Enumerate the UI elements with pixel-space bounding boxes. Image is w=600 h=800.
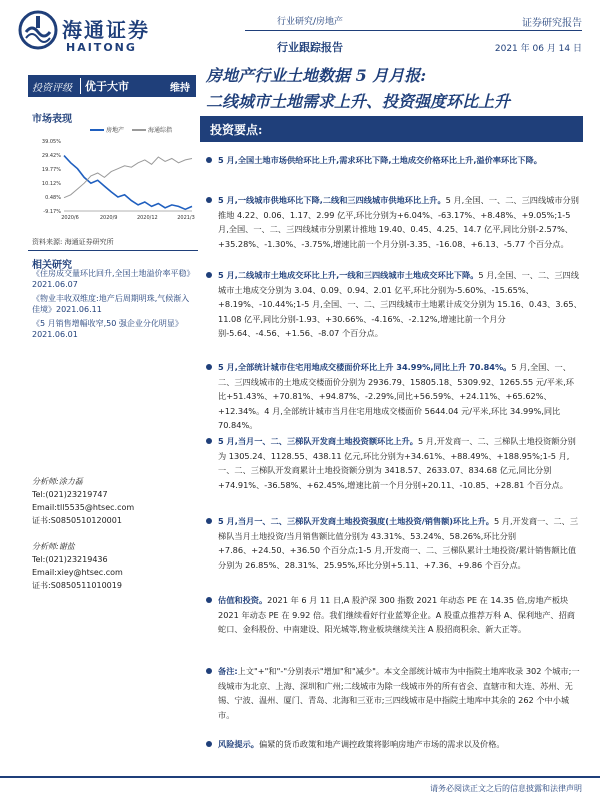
bullet-item: 5 月,二线城市土地成交环比上升,一线和三四线城市土地成交环比下降。5 月,全国、一、二、三四线城市土地成交分别为 3.04、0.09、0.94、2.01 亿平,环比分别为-5.60%、-15.65%、+8.19%、-10.44%;1-5 月,全国、一、二、三四线城市土地累计成交分别为 15.16、0.43、3.65、11.08 亿平,同比分别-1.93、+30.66%、-4.16%、-2.12%,增速比前一个月分别-5.64、-4.56、+1.56、-8.07 个百分点。: [204, 268, 582, 341]
chart-source: 资料来源: 海通证券研究所: [32, 238, 114, 246]
analyst-email[interactable]: Email:tll5535@htsec.com: [32, 503, 135, 512]
haitong-emblem-icon: [18, 10, 58, 50]
x-tick-label: 2021/3: [177, 215, 195, 221]
related-item[interactable]: 《5 月销售增幅收窄,50 强企业分化明显》2021.06.01: [32, 319, 183, 339]
bullet-dot-icon: [206, 157, 212, 163]
bullet-dot-icon: [206, 518, 212, 524]
report-category: 行业研究/房地产: [276, 17, 344, 27]
footer-divider: [0, 776, 600, 778]
related-item[interactable]: 《物业丰收双维度:地产后周期明珠,气候渐入佳境》2021.06.11: [32, 294, 190, 314]
analyst-name: 分析师:谢盐: [32, 542, 75, 551]
x-tick-label: 2020/12: [136, 215, 158, 221]
y-tick-label: 29.42%: [41, 153, 61, 159]
bullet-dot-icon: [206, 438, 212, 444]
investment-rating-bar: [28, 75, 196, 97]
x-tick-label: 2020/6: [61, 215, 79, 221]
analyst-email[interactable]: Email:xiey@htsec.com: [32, 568, 123, 577]
haitong-logo: [18, 10, 168, 56]
related-research-list: [32, 268, 197, 343]
doc-type: 证券研究报告: [522, 18, 582, 29]
y-tick-label: 39.05%: [41, 139, 61, 145]
analyst-name: 分析师:涂力磊: [32, 477, 83, 486]
report-date: 2021 年 06 月 14 日: [494, 44, 582, 54]
market-performance-chart: [28, 125, 198, 227]
bullet-dot-icon: [206, 197, 212, 203]
left-divider: [28, 250, 198, 251]
logo-english-text: HAITONG: [66, 41, 137, 54]
report-type: 行业跟踪报告: [277, 41, 343, 54]
bullet-item: 备注:上文"+"和"-"分别表示"增加"和"减少"。本文全部统计城市为中指院土地库收录 302 个城市;一线城市为北京、上海、深圳和广州;二线城市为除一线城市外的所有省会、直辖市和大连、苏州、无锡、宁波、温州、厦门、青岛、北海和三亚市;三四线城市是中指院土地库中其余的 262 个中小城市。: [204, 664, 582, 722]
bullet-dot-icon: [206, 668, 212, 674]
y-tick-label: 19.77%: [41, 167, 61, 173]
legend-item-index: 海通综指: [132, 125, 172, 134]
rating-action: 维持: [170, 82, 190, 94]
bullet-dot-icon: [206, 597, 212, 603]
series-line: [64, 156, 192, 210]
bullet-item: 估值和投资。2021 年 6 月 11 日,A 股沪深 300 指数 2021 年动态 PE 在 14.35 倍,房地产板块 2021 年动态 PE 在 9.92 倍。我们继续看好行业蓝筹企业。A 股重点推荐万科 A、保利地产、招商蛇口、金科股份、中南建设、阳光城等,物业板块继续关注 A 股招商积余、新大正等。: [204, 593, 582, 637]
analyst-card: [32, 475, 197, 527]
bullet-dot-icon: [206, 741, 212, 747]
analyst-tel: Tel:(021)23219436: [32, 555, 108, 564]
analyst-cert: 证书:S0850510120001: [32, 516, 122, 525]
x-tick-label: 2020/9: [99, 215, 118, 221]
analyst-card: [32, 540, 197, 592]
y-tick-label: 0.48%: [45, 195, 61, 201]
analyst-cert: 证书:S0850511010019: [32, 581, 122, 590]
y-tick-label: -9.17%: [43, 209, 61, 215]
legend-item-realestate: 房地产: [90, 125, 124, 134]
report-title: [206, 63, 586, 115]
bullet-dot-icon: [206, 272, 212, 278]
bullet-item: 5 月,当月一、二、三梯队开发商土地投资额环比上升。5 月,开发商一、二、三梯队土地投资额分别为 1305.24、1128.55、438.11 亿元,环比分别为+34.61%、+88.49%、+188.95%;1-5 月,一、二、三梯队开发商累计土地投资额分别为 3418.57、2633.07、834.68 亿元,同比分别+74.91%、-36.58%、+62.45%,增速比前一个月分别+20.11、-10.85、+28.81 个百分点。: [204, 434, 582, 492]
market-performance-heading: 市场表现: [32, 114, 72, 125]
disclaimer-footer: 请务必阅读正文之后的信息披露和法律声明: [430, 784, 582, 793]
related-research-heading: 相关研究: [32, 260, 72, 271]
rating-label: 投资评级: [32, 82, 72, 94]
title-line-2: 二线城市土地需求上升、投资强度环比上升: [206, 92, 511, 111]
related-item[interactable]: 《住房成交量环比回升,全国土地溢价率平稳》2021.06.07: [32, 269, 195, 289]
key-points-heading: 投资要点:: [200, 116, 583, 142]
bullet-dot-icon: [206, 364, 212, 370]
report-header: [0, 0, 600, 64]
y-tick-label: 10.12%: [41, 181, 61, 187]
analyst-tel: Tel:(021)23219747: [32, 490, 108, 499]
logo-chinese-text: 海通证券: [62, 18, 150, 42]
bullet-item: 5 月,全部统计城市住宅用地成交楼面价环比上升 34.99%,同比上升 70.84%。5 月,全国、一、二、三四线城市的土地成交楼面价分别为 2936.79、15805.18、5309.92、1265.55 元/平米,环比+51.43%、+70.81%、+94.87%、-2.29%,同比+56.59%、+24.11%、+65.62%、+12.34%。4 月,全部统计城市当月住宅用地成交楼面价 5644.04 元/平米,环比 34.99%,同比 70.84%。: [204, 360, 582, 433]
rating-value: 优于大市: [80, 78, 142, 94]
bullet-item: 5 月,当月一、二、三梯队开发商土地投资强度(土地投资/销售额)环比上升。5 月,开发商一、二、三梯队当月土地投资/当月销售额比值分别为 43.31%、53.24%、58.26%,环比分别+7.86、+24.50、+36.50 个百分点;1-5 月,开发商一、二、三梯队累计土地投资/累计销售额比值分别为 26.85%、28.31%、25.95%,环比分别+5.11、+7.36、+9.86 个百分点。: [204, 514, 582, 572]
bullet-item: 5 月,一线城市供地环比下降,二线和三四线城市供地环比上升。5 月,全国、一、二、三四线城市分别推地 4.22、0.06、1.17、2.99 亿平,环比分别为+6.04%、-63.17%、+8.48%、+9.05%;1-5 月,全国、一、二、三四线城市分别累计推地 19.40、0.45、4.25、14.7 亿平,同比分别-2.57%、+35.28%、-1.30%、-3.75%,增速比前一个月分别-3.35、-16.08、+6.13、-5.77 个百分点。: [204, 193, 582, 251]
title-line-1: 房地产行业土地数据 5 月月报:: [206, 66, 427, 85]
bullet-item: 风险提示。偏紧的货币政策和地产调控政策将影响房地产市场的需求以及价格。: [204, 737, 582, 752]
bullet-item: 5 月,全国土地市场供给环比上升,需求环比下降,土地成交价格环比上升,溢价率环比下降。: [204, 153, 582, 168]
